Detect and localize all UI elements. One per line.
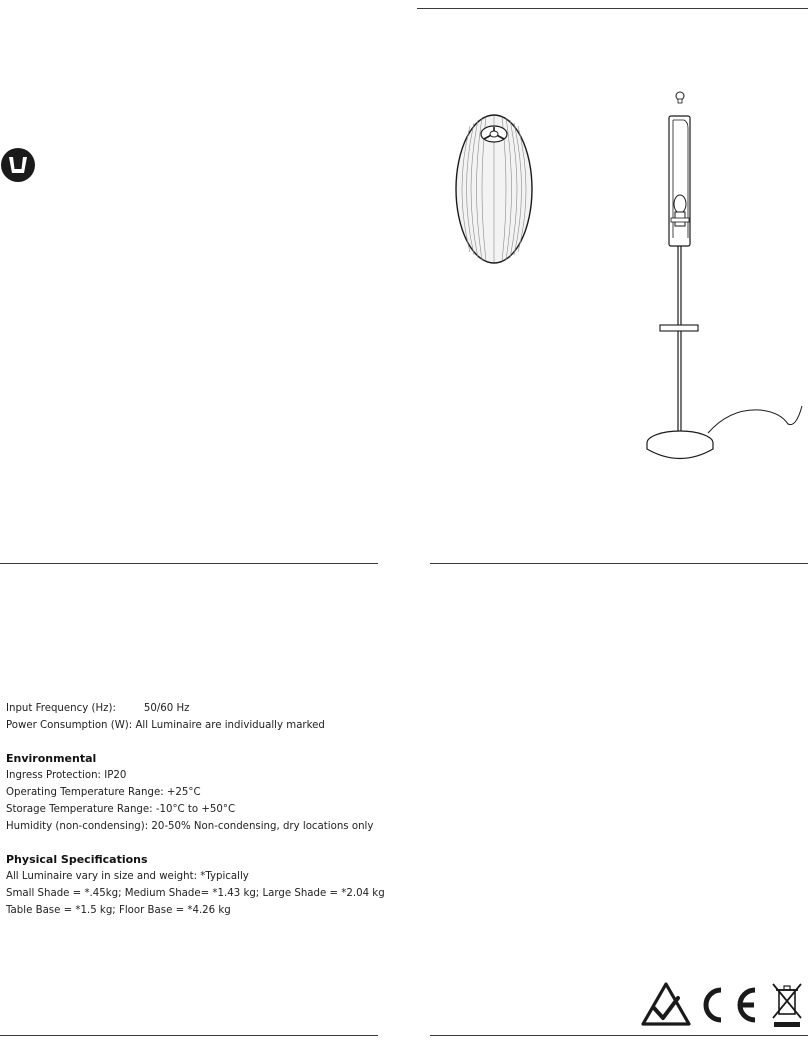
power-consumption-line: Power Consumption (W): All Luminaire are individually marked: [6, 720, 325, 731]
ce-mark-icon: [706, 990, 755, 1020]
floor-lamp-illustration: [640, 88, 808, 468]
humidity-line: Humidity (non-condensing): 20-50% Non-condensing, dry locations only: [6, 821, 374, 832]
rcm-mark-icon: [643, 984, 689, 1024]
physical-specifications-heading: Physical Specifications: [6, 853, 148, 866]
ingress-protection-line: Ingress Protection: IP20: [6, 770, 127, 781]
certification-marks: [638, 980, 804, 1030]
mid-left-rule: [0, 563, 378, 564]
storage-temperature-line: Storage Temperature Range: -10°C to +50°C: [6, 804, 236, 815]
bottom-right-rule: [430, 1035, 808, 1036]
herman-miller-logo-icon: [0, 147, 36, 183]
environmental-heading: Environmental: [6, 752, 97, 765]
weight-note-line: All Luminaire vary in size and weight: *Typically: [6, 871, 249, 882]
bottom-left-rule: [0, 1035, 378, 1036]
shade-weights-line: Small Shade = *.45kg; Medium Shade= *1.43 kg; Large Shade = *2.04 kg: [6, 888, 385, 899]
base-weights-line: Table Base = *1.5 kg; Floor Base = *4.26 kg: [6, 905, 231, 916]
weee-crossed-bin-icon: [773, 984, 801, 1027]
input-frequency-label: Input Frequency (Hz):: [6, 703, 116, 714]
input-frequency-line: [6, 700, 406, 717]
specifications: [6, 700, 406, 919]
input-frequency-value: 50/60 Hz: [143, 703, 190, 714]
operating-temperature-line: Operating Temperature Range: +25°C: [6, 787, 201, 798]
shade-illustration: [450, 112, 540, 267]
top-right-rule: [417, 8, 808, 9]
mid-right-rule: [430, 563, 808, 564]
